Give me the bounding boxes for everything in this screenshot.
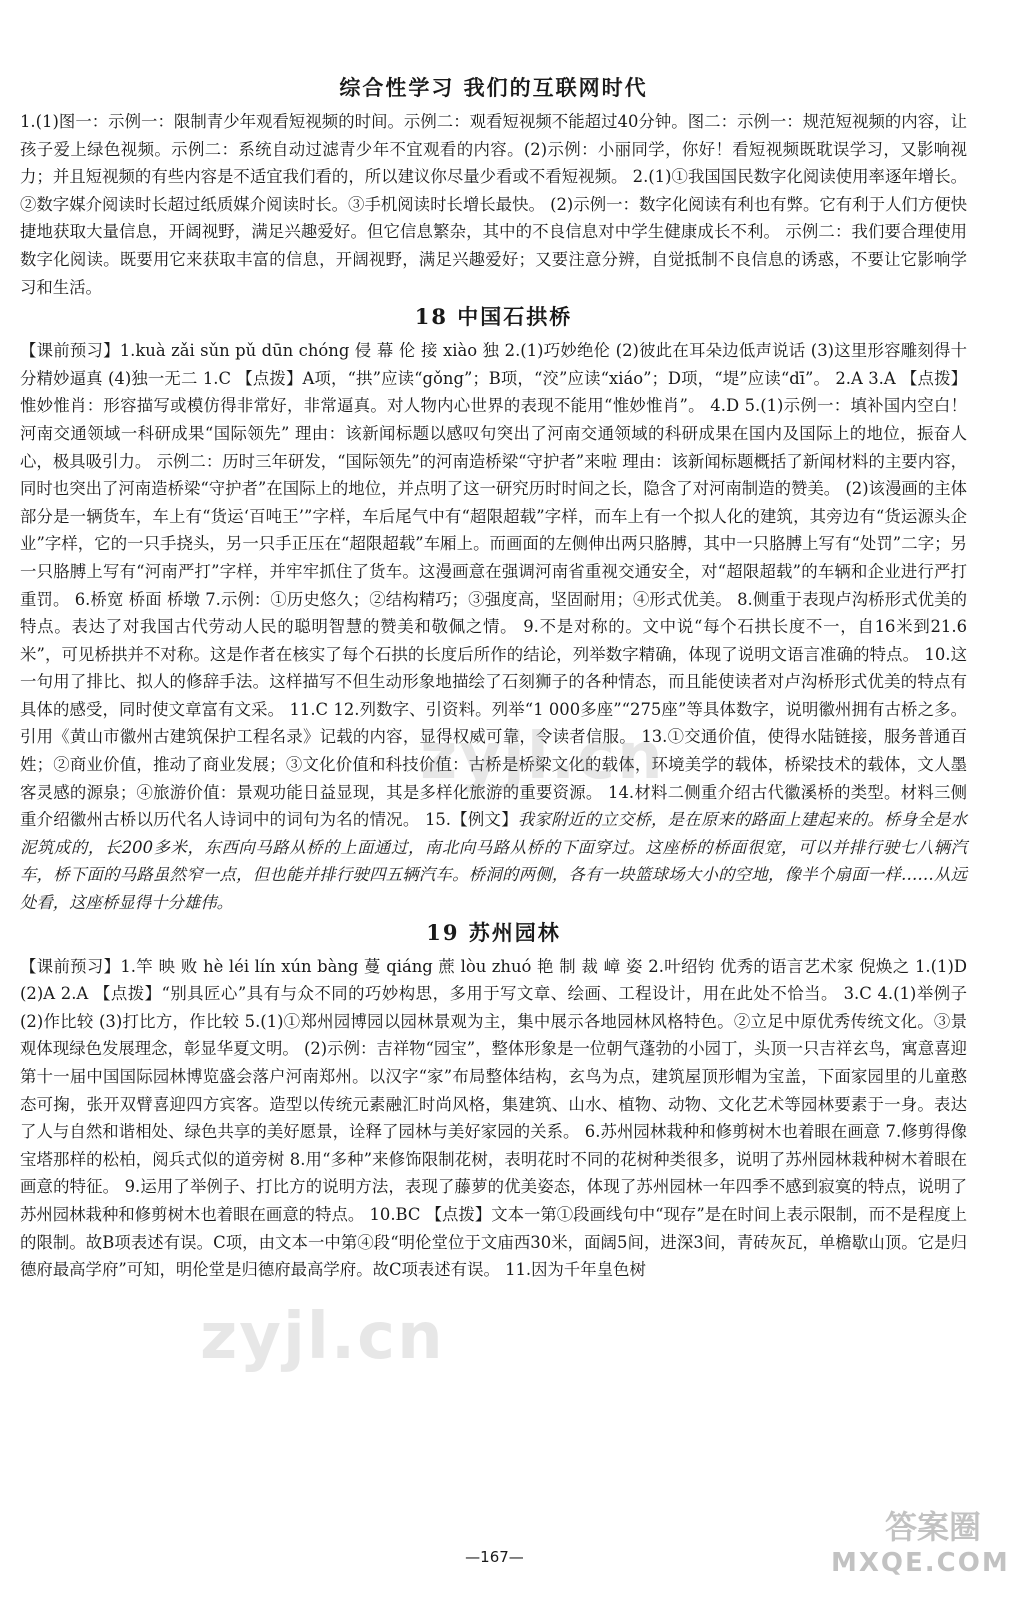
- section-title-internet: 综合性学习 我们的互联网时代: [339, 75, 648, 100]
- section-body-internet: 1.(1)图一：示例一：限制青少年观看短视频的时间。示例二：观看短视频不能超过40分钟。图二：示例一：规范短视频的内容，让孩子爱上绿色视频。示例二：系统自动过滤青少年不宜观看的内容。(2)示例：小丽同学，你好！看短视频既耽误学习，又影响视力；并且短视频的有些内容是不适宜我们看的，所以建议你尽量少看或不看短视频。 2.(1)①我国国民数字化阅读使用率逐年增长。②数字媒介阅读时长超过纸质媒介阅读时长。③手机阅读时长增长最快。 (2)示例一：数字化阅读有利也有弊。它有利于人们方便快捷地获取大量信息，开阔视野，满足兴趣爱好。但它信息繁杂，其中的不良信息对中学生健康成长不利。 示例二：我们要合理使用数字化阅读。既要用它来获取丰富的信息，开阔视野，满足兴趣爱好；又要注意分辨，自觉抵制不良信息的诱惑，不要让它影响学习和生活。: [20, 112, 967, 297]
- section-title-18: 18 中国石拱桥: [414, 304, 573, 330]
- section-body-19: 【课前预习】1.竿 映 败 hè léi lín xún bàng 蔓 qiáng 蔗 lòu zhuó 艳 制 裁 嶂 姿 2.叶绍钧 优秀的语言艺术家 倪焕之 1.(1)D (2)A 2.A 【点拨】“别具匠心”具有与众不同的巧妙构思，多用于写文章、绘画、工程设计，用在此处不恰当。 3.C 4.(1)举例子 (2)作比较 (3)打比方，作比较 5.(1)①郑州园博园以园林景观为主，集中展示各地园林风格特色。②立足中原优秀传统文化。③景观体现绿色发展理念，彰显华夏文明。 (2)示例：吉祥物“园宝”，整体形象是一位朝气蓬勃的小园丁，头顶一只吉祥玄鸟，寓意喜迎第十一届中国国际园林博览盛会落户河南郑州。以汉字“家”布局整体结构，玄鸟为点，建筑屋顶形帽为宝盖，下面家园里的儿童憨态可掬，张开双臂喜迎四方宾客。造型以传统元素融汇时尚风格，集建筑、山水、植物、动物、文化艺术等园林要素于一身。表达了人与自然和谐相处、绿色共享的美好愿景，诠释了园林与美好家园的关系。 6.苏州园林栽种和修剪树木也着眼在画意 7.修剪得像宝塔那样的松柏，阅兵式似的道旁树 8.用“多种”来修饰限制花树，表明花时不同的花树种类很多，说明了苏州园林栽种树木着眼在画意的特征。 9.运用了举例子、打比方的说明方法，表现了藤萝的优美姿态，体现了苏州园林一年四季不感到寂寞的特点，说明了苏州园林栽种和修剪树木也着眼在画意的特点。 10.BC 【点拨】文本一第①段画线句中“现存”是在时间上表示限制，而不是程度上的限制。故B项表述有误。C项，由文本一中第④段“明伦堂位于文庙西30米，面阔5间，进深3间，青砖灰瓦，单檐歇山顶。它是归德府最高学府”可知，明伦堂是归德府最高学府。故C项表述有误。 11.因为千年皇色树: [20, 956, 967, 1280]
- example-label: 【例文】: [451, 810, 518, 830]
- watermark-logo: [831, 1502, 1010, 1590]
- watermark-2: zyjl.cn: [200, 1300, 445, 1374]
- example-essay: 我家附近的立交桥，是在原来的路面上建起来的。桥身全是水泥筑成的，长200多米，东西向马路从桥的上面通过，南北向马路从桥的下面穿过。这座桥的桥面很宽，可以并排行驶七八辆汽车，桥下面的马路虽然窄一点，但也能并排行驶四五辆汽车。桥洞的两侧，各有一块篮球场大小的空地，像半个扇面一样……从远处看，这座桥显得十分雄伟。: [20, 810, 968, 913]
- page-number: —167—: [465, 1548, 524, 1566]
- watermark-logo-top: 答案圈: [884, 1508, 981, 1546]
- section-body-18: [20, 337, 967, 916]
- section-title-19: 19 苏州园林: [426, 919, 561, 945]
- watermark-1: zyjl.cn: [420, 720, 665, 794]
- watermark-logo-bottom: MXQE.COM: [831, 1548, 1010, 1578]
- section-body-18-main: 【课前预习】1.kuà zǎi sǔn pǔ dūn chóng 侵 幕 伦 接 xiào 独 2.(1)巧妙绝伦 (2)彼此在耳朵边低声说话 (3)这里形容雕刻得十分精妙逼真 (4)独一无二 1.C 【点拨】A项，“拱”应读“gǒng”；B项，“洨”应读“xiáo”；D项，“堤”应读“dī”。 2.A 3.A 【点拨】惟妙惟肖：形容描写或模仿得非常好，非常逼真。对人物内心世界的表现不能用“惟妙惟肖”。 4.D 5.(1)示例一：填补国内空白！河南交通领域一科研成果“国际领先” 理由：该新闻标题以感叹句突出了河南交通领域的科研成果在国内及国际上的地位，振奋人心，极具吸引力。 示例二：历时三年研发，“国际领先”的河南造桥梁“守护者”来啦 理由：该新闻标题概括了新闻材料的主要内容，同时也突出了河南造桥梁“守护者”在国际上的地位，并点明了这一研究历时时间之长，隐含了对河南制造的赞美。 (2)该漫画的主体部分是一辆货车，车上有“货运‘百吨王’”字样，车后尾气中有“超限超载”字样，而车上有一个拟人化的建筑，其旁边有“货运源头企业”字样，它的一只手挠头，另一只手正压在“超限超载”车厢上。而画面的左侧伸出两只胳膊，其中一只胳膊上写有“处罚”二字；另一只胳膊上写有“河南严打”字样，并牢牢抓住了货车。这漫画意在强调河南省重视交通安全，对“超限超载”的车辆和企业进行严打重罚。 6.桥宽 桥面 桥墩 7.示例：①历史悠久；②结构精巧；③强度高，坚固耐用；④形式优美。 8.侧重于表现卢沟桥形式优美的特点。表达了对我国古代劳动人民的聪明智慧的赞美和敬佩之情。 9.不是对称的。文中说“每个石拱长度不一，自16米到21.6米”，可见桥拱并不对称。这是作者在核实了每个石拱的长度后所作的结论，列举数字精确，体现了说明文语言准确的特点。 10.这一句用了排比、拟人的修辞手法。这样描写不但生动形象地描绘了石刻狮子的各种情态，而且能使读者对卢沟桥形式优美的特点有具体的感受，同时使文章富有文采。 11.C 12.列数字、引资料。列举“1 000多座”“275座”等具体数字，说明徽州拥有古桥之多。引用《黄山市徽州古建筑保护工程名录》记载的内容，显得权威可靠，令读者信服。 13.①交通价值，使得水陆链接，服务普通百姓；②商业价值，推动了商业发展；③文化价值和科技价值：古桥是桥梁文化的载体，环境美学的载体，桥梁技术的载体，文人墨客灵感的源泉；④旅游价值：景观功能日益显现，其是多样化旅游的重要资源。 14.材料二侧重介绍古代徽溪桥的类型。材料三侧重介绍徽州古桥以历代名人诗词中的词句为名的情况。 15.: [20, 341, 967, 830]
